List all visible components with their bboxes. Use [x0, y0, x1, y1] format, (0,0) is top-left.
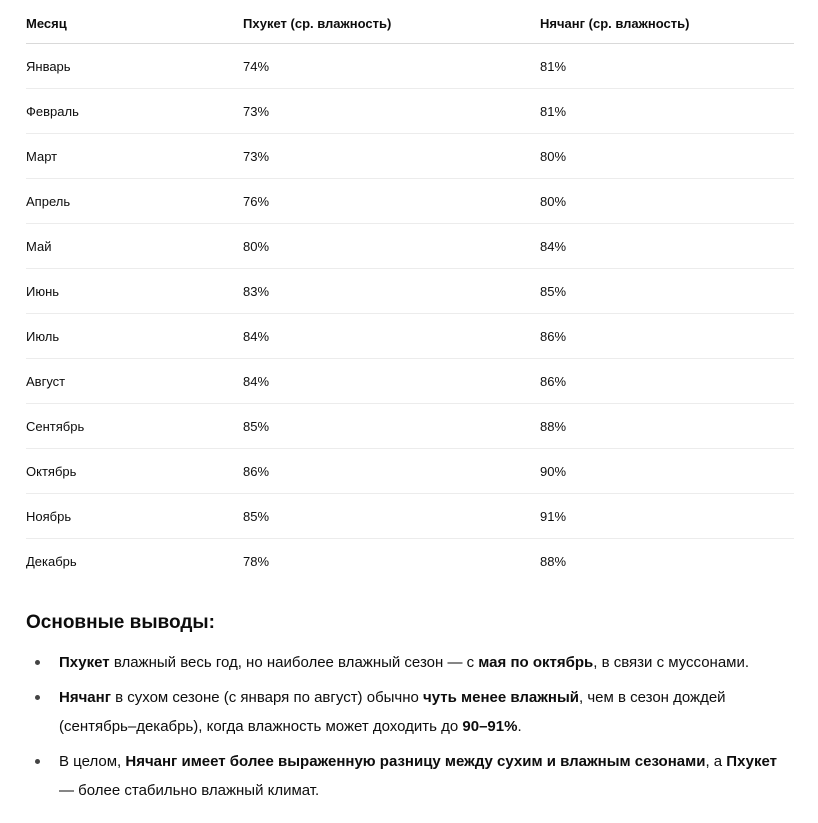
table-row: [26, 269, 794, 314]
table-row: [26, 404, 794, 449]
bold-text: Пхукет: [59, 654, 110, 671]
text: — более стабильно влажный климат.: [59, 782, 320, 799]
cell-month: Октябрь: [26, 449, 243, 494]
table-row: [26, 89, 794, 134]
humidity-table-container: [26, 0, 794, 583]
cell-nhatrang: 86%: [540, 314, 794, 359]
conclusion-item: [26, 747, 796, 805]
table-row: [26, 539, 794, 584]
table-row: [26, 224, 794, 269]
bold-text: мая по октябрь: [478, 654, 594, 671]
cell-nhatrang: 86%: [540, 359, 794, 404]
bold-text: 90–91%: [462, 718, 518, 735]
text: влажный весь год, но наиболее влажный сезон — с: [109, 654, 479, 671]
cell-nhatrang: 85%: [540, 269, 794, 314]
cell-phuket: 73%: [243, 134, 540, 179]
cell-phuket: 84%: [243, 314, 540, 359]
conclusion-item: [26, 648, 796, 677]
cell-month: Январь: [26, 44, 243, 89]
cell-nhatrang: 80%: [540, 134, 794, 179]
table-row: [26, 179, 794, 224]
cell-phuket: 76%: [243, 179, 540, 224]
cell-month: Май: [26, 224, 243, 269]
cell-month: Июль: [26, 314, 243, 359]
text: , а: [705, 753, 727, 770]
cell-nhatrang: 81%: [540, 44, 794, 89]
table-row: [26, 44, 794, 89]
bold-text: Нячанг: [59, 689, 111, 706]
cell-nhatrang: 91%: [540, 494, 794, 539]
text: , в связи с муссонами.: [593, 654, 750, 671]
cell-nhatrang: 88%: [540, 553, 567, 569]
cell-phuket: 74%: [243, 44, 540, 89]
cell-nhatrang: 88%: [540, 404, 794, 449]
cell-nhatrang: 90%: [540, 449, 794, 494]
cell-nhatrang: 81%: [540, 89, 794, 134]
table-row: [26, 449, 794, 494]
cell-nhatrang: 80%: [540, 179, 794, 224]
conclusions-title: Основные выводы:: [26, 612, 215, 633]
cell-month: Август: [26, 359, 243, 404]
cell-phuket: 84%: [243, 359, 540, 404]
text: .: [517, 718, 522, 735]
table-row: [26, 134, 794, 179]
table-row: [26, 314, 794, 359]
table-row: [26, 494, 794, 539]
conclusions-list: [26, 648, 796, 811]
cell-month: Сентябрь: [26, 404, 243, 449]
header-phuket: Пхукет (ср. влажность): [243, 0, 540, 44]
cell-phuket: 85%: [243, 494, 540, 539]
cell-month: Июнь: [26, 269, 243, 314]
text: В целом,: [59, 753, 126, 770]
bold-text: Нячанг имеет более выраженную разницу между сухим и влажным сезонами: [125, 753, 706, 770]
cell-phuket: 86%: [243, 449, 540, 494]
cell-month: Ноябрь: [26, 494, 243, 539]
bold-text: чуть менее влажный: [423, 689, 579, 706]
cell-month: Февраль: [26, 89, 243, 134]
conclusion-item: [26, 683, 796, 741]
cell-phuket: 80%: [243, 224, 540, 269]
text: в сухом сезоне (с января по август) обычно: [110, 689, 424, 706]
cell-month: Апрель: [26, 179, 243, 224]
cell-phuket: 83%: [243, 269, 540, 314]
header-month: Месяц: [26, 0, 243, 44]
text: , чем в сезон дождей (сентябрь–декабрь), когда влажность может доходить до: [59, 689, 726, 735]
humidity-table: [26, 0, 794, 583]
cell-nhatrang: 84%: [540, 224, 794, 269]
table-row: [26, 359, 794, 404]
cell-phuket: 78%: [243, 553, 270, 569]
header-nhatrang: Нячанг (ср. влажность): [540, 0, 794, 44]
bold-text: Пхукет: [726, 753, 777, 770]
table-header-row: [26, 0, 794, 44]
cell-phuket: 73%: [243, 89, 540, 134]
cell-phuket: 85%: [243, 404, 540, 449]
cell-month: Март: [26, 134, 243, 179]
cell-month: Декабрь: [26, 553, 77, 569]
